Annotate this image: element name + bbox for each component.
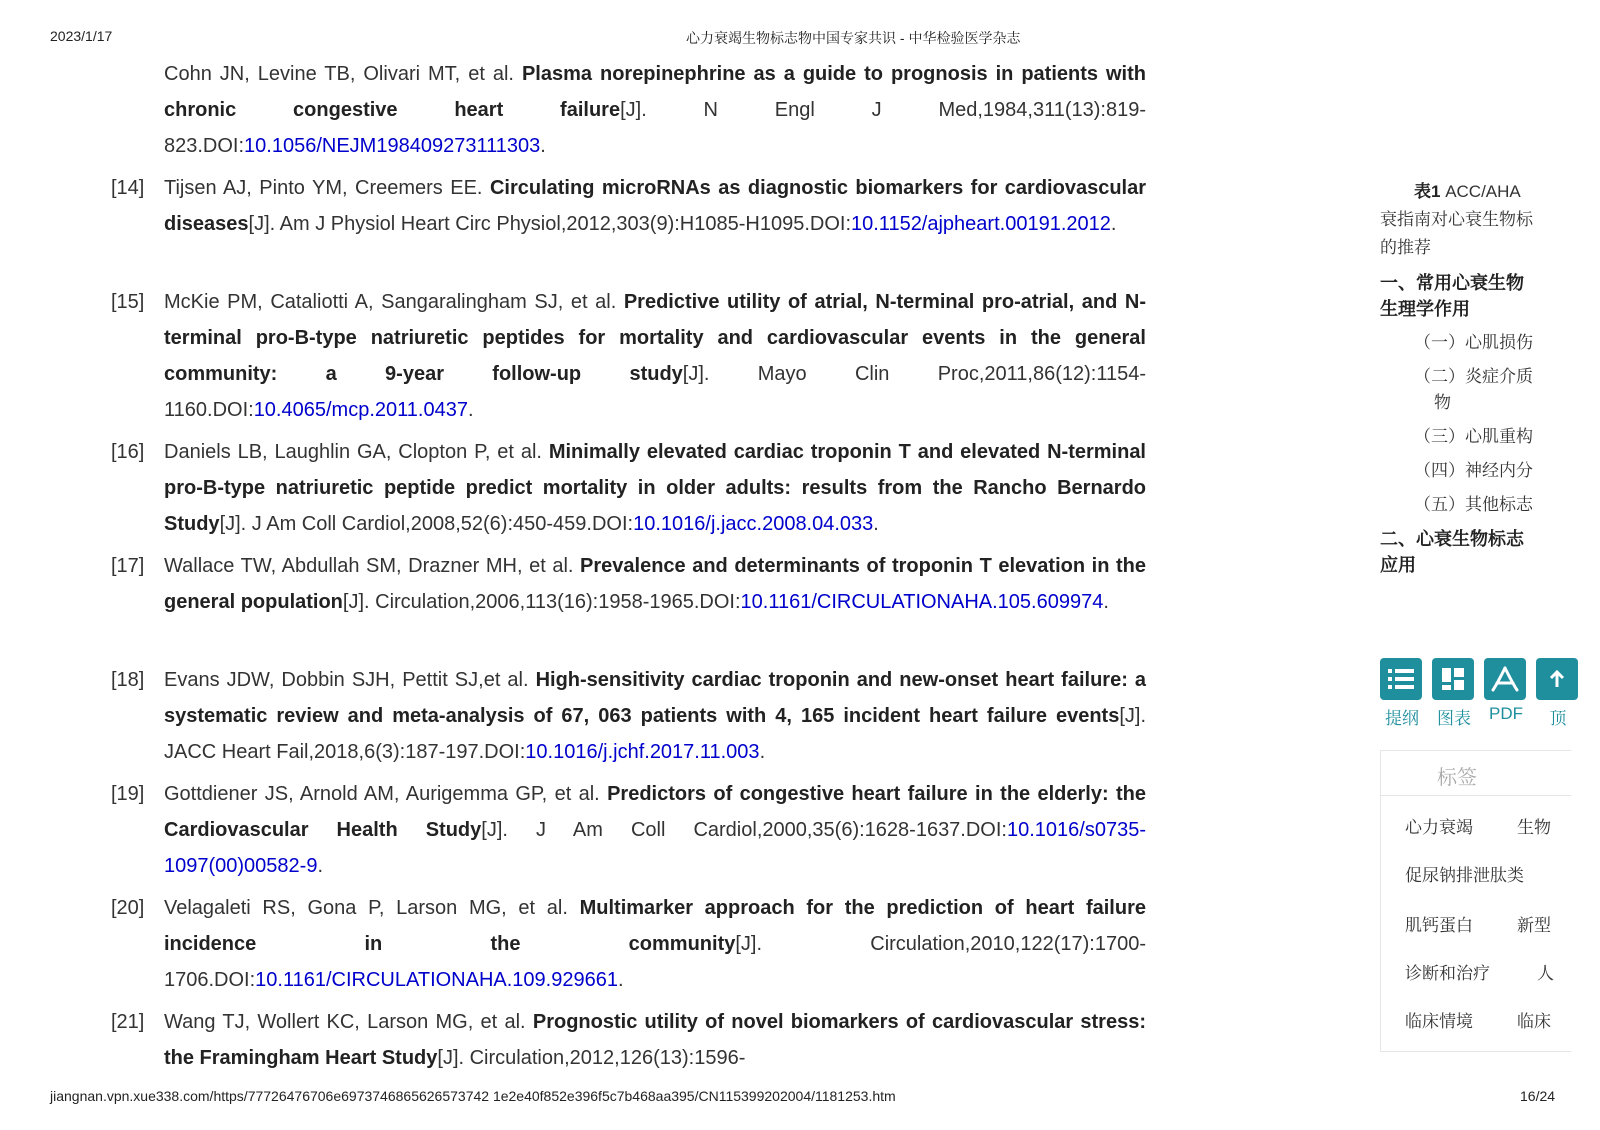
tag-link[interactable]: 心力衰竭 bbox=[1405, 818, 1473, 837]
pdf-button[interactable]: PDF bbox=[1484, 658, 1528, 724]
toc-item[interactable]: 应用 bbox=[1380, 555, 1416, 575]
toc-item[interactable]: 一、常用心衰生物 bbox=[1380, 273, 1524, 293]
reference-title: Prognostic utility of novel biomarkers of cardiovascular stress: the Framingham Heart Study bbox=[164, 1011, 1146, 1069]
reference-text: McKie PM, Cataliotti A, Sangaralingham SJ, et al. Predictive utility of atrial, N-terminal pro-atrial, and N-terminal pro-B-type natriuretic peptides for mortality and cardiovascular events in the general community: a 9-year follow-up study[J]. Mayo Clin Proc,2011,86(12):1154-1160.DOI:10.4065/mcp.2011.0437. bbox=[164, 291, 1147, 421]
toc-item[interactable]: （二）炎症介质 bbox=[1414, 367, 1533, 386]
top-button[interactable]: 顶 bbox=[1536, 658, 1580, 729]
doi-link[interactable]: 10.1056/NEJM198409273111303 bbox=[244, 135, 541, 157]
tags-title: 标签 bbox=[1381, 751, 1571, 796]
reference-title: High-sensitivity cardiac troponin and new-onset heart failure: a systematic review and meta-analysis of 67, 063 patients with 4, 165 incident heart failure events bbox=[164, 669, 1147, 727]
reference-title: Predictive utility of atrial, N-terminal pro-atrial, and N-terminal pro-B-type natriuretic peptides for mortality and cardiovascular events in the general community: a 9-year follow-up study bbox=[164, 291, 1146, 385]
reference-text: Cohn JN, Levine TB, Olivari MT, et al. Plasma norepinephrine as a guide to prognosis in patients with chronic congestive heart failure[J]. N Engl J Med,1984,311(13):819-823.DOI:10.1056/NEJM198409273111303. bbox=[164, 63, 1146, 157]
reference-title: Circulating microRNAs as diagnostic biomarkers for cardiovascular diseases bbox=[164, 177, 1146, 235]
tag-link[interactable]: 生物 bbox=[1517, 818, 1551, 837]
sidebar bbox=[1380, 0, 1567, 1080]
reference-title: Predictors of congestive heart failure in the elderly: the Cardiovascular Health Study bbox=[164, 783, 1146, 841]
reference-text: Evans JDW, Dobbin SJH, Pettit SJ,et al. High-sensitivity cardiac troponin and new-onset heart failure: a systematic review and meta-analysis of 67, 063 patients with 4, 165 incident heart failure events[J]. JACC Heart Fail,2018,6(3):187-197.DOI:10.1016/j.jchf.2017.11.003. bbox=[164, 669, 1147, 763]
reference-text: Wallace TW, Abdullah SM, Drazner MH, et al. Prevalence and determinants of troponin T elevation in the general population[J]. Circulation,2006,113(16):1958-1965.DOI:10.1161/CIRCULATIONAHA.105.609974. bbox=[164, 555, 1146, 613]
page-number: 16/24 bbox=[1520, 1088, 1556, 1104]
reference-number: [17] bbox=[111, 555, 145, 577]
reference-text: Tijsen AJ, Pinto YM, Creemers EE. Circulating microRNAs as diagnostic biomarkers for cardiovascular diseases[J]. Am J Physiol Heart Circ Physiol,2012,303(9):H1085-H1095.DOI:10.1152/ajpheart.00191.2012. bbox=[164, 177, 1146, 235]
tags-panel bbox=[1380, 750, 1571, 1052]
doi-link[interactable]: 10.1161/CIRCULATIONAHA.109.929661 bbox=[255, 969, 618, 991]
toc-item[interactable]: （四）神经内分 bbox=[1414, 461, 1533, 480]
reference-number: [14] bbox=[111, 177, 145, 199]
reference-number: [19] bbox=[111, 783, 145, 805]
tag-link[interactable]: 肌钙蛋白 bbox=[1405, 916, 1473, 935]
outline-button[interactable]: 提纲 bbox=[1380, 658, 1424, 729]
top-icon bbox=[1536, 658, 1578, 700]
pdf-icon bbox=[1484, 658, 1526, 700]
doi-link[interactable]: 10.1152/ajpheart.00191.2012 bbox=[851, 213, 1111, 235]
list-icon bbox=[1380, 658, 1422, 700]
figures-button[interactable]: 图表 bbox=[1432, 658, 1476, 729]
toc-item[interactable]: 物 bbox=[1434, 393, 1451, 412]
doi-link[interactable]: 10.1016/s0735-1097(00)00582-9 bbox=[164, 819, 1146, 877]
table-caption-link[interactable]: 表1 ACC/AHA 衰指南对心衰生物标 的推荐 bbox=[1380, 182, 1533, 257]
tag-link[interactable]: 临床情境 bbox=[1405, 1012, 1473, 1031]
page-date: 2023/1/17 bbox=[50, 28, 113, 44]
toc-item[interactable]: （一）心肌损伤 bbox=[1414, 333, 1533, 352]
tag-link[interactable]: 临床 bbox=[1517, 1012, 1551, 1031]
tag-link[interactable]: 人 bbox=[1537, 964, 1554, 983]
toc-item[interactable]: （三）心肌重构 bbox=[1414, 427, 1533, 446]
reference-title: Prevalence and determinants of troponin T elevation in the general population bbox=[164, 555, 1146, 613]
reference-number: [21] bbox=[111, 1011, 145, 1033]
doi-link[interactable]: 10.1016/j.jchf.2017.11.003 bbox=[525, 741, 760, 763]
doi-link[interactable]: 10.1161/CIRCULATIONAHA.105.609974 bbox=[740, 591, 1104, 613]
doi-link[interactable]: 10.4065/mcp.2011.0437 bbox=[253, 399, 468, 421]
reference-title: Minimally elevated cardiac troponin T and elevated N-terminal pro-B-type natriuretic peptide predict mortality in older adults: results from the Rancho Bernardo Study bbox=[164, 441, 1146, 535]
reference-number: [20] bbox=[111, 897, 145, 919]
page-title: 心力衰竭生物标志物中国专家共识 - 中华检验医学杂志 bbox=[686, 30, 1021, 46]
reference-number: [15] bbox=[111, 291, 145, 313]
reference-text: Gottdiener JS, Arnold AM, Aurigemma GP, et al. Predictors of congestive heart failure in the elderly: the Cardiovascular Health Study[J]. J Am Coll Cardiol,2000,35(6):1628-1637.DOI:10.1016/s0735-1097(00)00582-9. bbox=[164, 783, 1146, 877]
tag-link[interactable]: 促尿钠排泄肽类 bbox=[1405, 866, 1524, 885]
reference-text: Wang TJ, Wollert KC, Larson MG, et al. Prognostic utility of novel biomarkers of cardiovascular stress: the Framingham Heart Study[J]. Circulation,2012,126(13):1596- bbox=[164, 1011, 1146, 1069]
grid-icon bbox=[1432, 658, 1474, 700]
toc-item[interactable]: 二、心衰生物标志 bbox=[1380, 529, 1524, 549]
reference-title: Multimarker approach for the prediction of heart failure incidence in the community bbox=[164, 897, 1146, 955]
toc-item[interactable]: 生理学作用 bbox=[1380, 299, 1470, 319]
tag-link[interactable]: 诊断和治疗 bbox=[1405, 964, 1490, 983]
reference-title: Plasma norepinephrine as a guide to prognosis in patients with chronic congestive heart failure bbox=[164, 63, 1146, 121]
reference-number: [16] bbox=[111, 441, 145, 463]
reference-text: Daniels LB, Laughlin GA, Clopton P, et al. Minimally elevated cardiac troponin T and elevated N-terminal pro-B-type natriuretic peptide predict mortality in older adults: results from the Rancho Bernardo Study[J]. J Am Coll Cardiol,2008,52(6):450-459.DOI:10.1016/j.jacc.2008.04.033. bbox=[164, 441, 1146, 535]
doi-link[interactable]: 10.1016/j.jacc.2008.04.033 bbox=[633, 513, 874, 535]
tag-link[interactable]: 新型 bbox=[1517, 916, 1551, 935]
page-url: jiangnan.vpn.xue338.com/https/77726476706e6973746865626573742 1e2e40f852e396f5c7b468aa395/CN115399202004/1181253.htm bbox=[50, 1088, 896, 1104]
reference-number: [18] bbox=[111, 669, 145, 691]
toc-item[interactable]: （五）其他标志 bbox=[1414, 495, 1533, 514]
reference-text: Velagaleti RS, Gona P, Larson MG, et al. Multimarker approach for the prediction of heart failure incidence in the community[J]. Circulation,2010,122(17):1700-1706.DOI:10.1161/CIRCULATIONAHA.109.929661. bbox=[164, 897, 1146, 991]
